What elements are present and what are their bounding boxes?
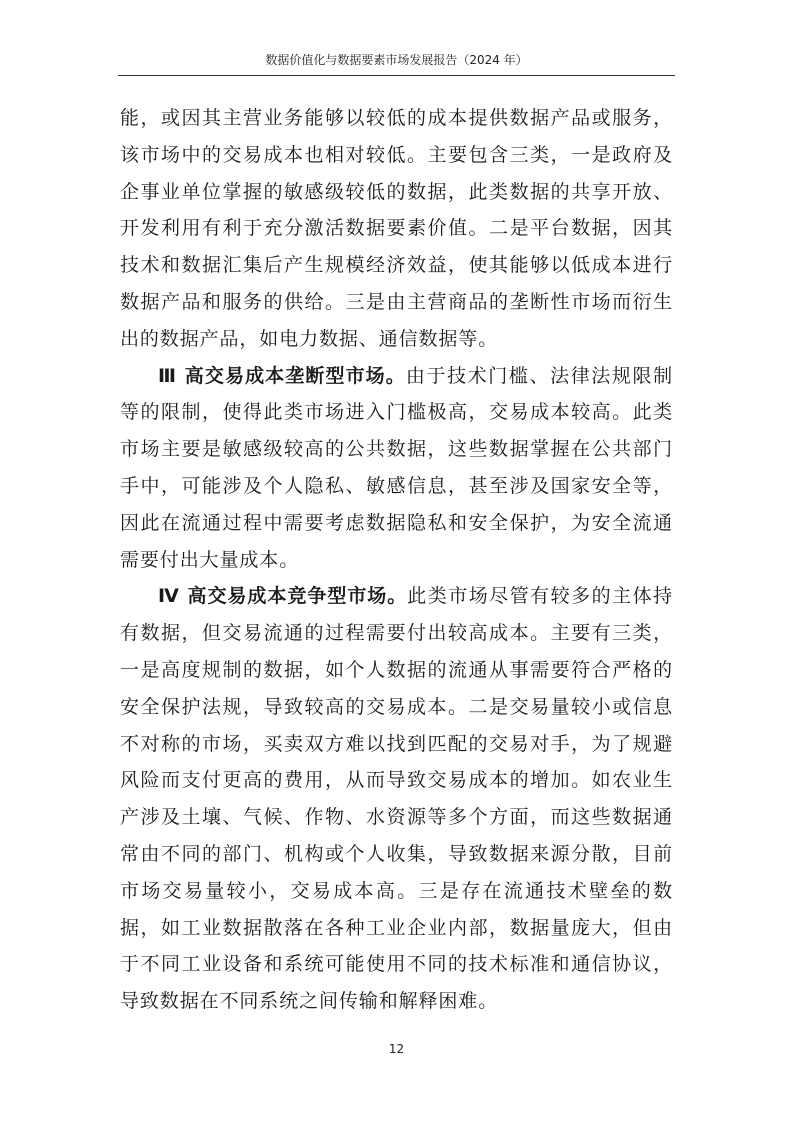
paragraph-lead-heading: Ⅳ 高交易成本竞争型市场。 bbox=[158, 585, 408, 608]
paragraph-text: 能，或因其主营业务能够以较低的成本提供数据产品或服务，该市场中的交易成本也相对较低。主要包含三类，一是政府及企事业单位掌握的敏感级较低的数据，此类数据的共享开放、开发利用有利于充分激活数据要素价值。二是平台数据，因其技术和数据汇集后产生规模经济效益，使其能够以低成本进行数据产品和服务的供给。三是由主营商品的垄断性市场而衍生出的数据产品，如电力数据、通信数据等。 bbox=[120, 107, 673, 350]
paragraph-text: 此类市场尽管有较多的主体持有数据，但交易流通的过程需要付出较高成本。主要有三类，一是高度规制的数据，如个人数据的流通从事需要符合严格的安全保护法规，导致较高的交易成本。二是交易量较小或信息不对称的市场，买卖双方难以找到匹配的交易对手，为了规避风险而支付更高的费用，从而导致交易成本的增加。如农业生产涉及土壤、气候、作物、水资源等多个方面，而这些数据通常由不同的部门、机构或个人收集，导致数据来源分散，目前市场交易量较小，交易成本高。三是存在流通技术壁垒的数据，如工业数据散落在各种工业企业内部，数据量庞大，但由于不同工业设备和系统可能使用不同的技术标准和通信协议，导致数据在不同系统之间传输和解释困难。 bbox=[120, 585, 673, 1013]
body-text bbox=[120, 100, 673, 1020]
paragraph-market-iii bbox=[120, 358, 673, 579]
paragraph-lead-heading: Ⅲ 高交易成本垄断型市场。 bbox=[158, 364, 406, 387]
paragraph-continuation bbox=[120, 100, 673, 358]
paragraph-text: 由于技术门槛、法律法规限制等的限制，使得此类市场进入门槛极高，交易成本较高。此类市场主要是敏感级较高的公共数据，这些数据掌握在公共部门手中，可能涉及个人隐私、敏感信息，甚至涉及国家安全等，因此在流通过程中需要考虑数据隐私和安全保护，为安全流通需要付出大量成本。 bbox=[120, 364, 673, 571]
header-rule bbox=[118, 75, 675, 76]
page-number: 12 bbox=[388, 1042, 405, 1056]
running-header: 数据价值化与数据要素市场发展报告（2024 年） bbox=[265, 53, 528, 67]
paragraph-market-iv bbox=[120, 578, 673, 1020]
